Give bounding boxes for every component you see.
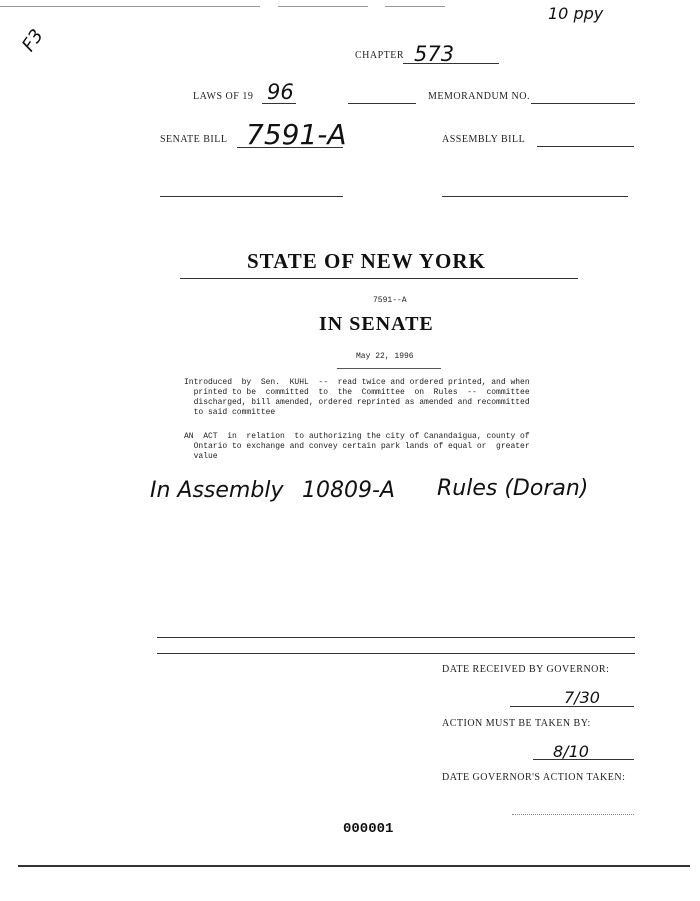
- introduction-date: May 22, 1996: [356, 352, 414, 361]
- act-title-line: value: [184, 452, 218, 461]
- senate-bill-rule: [237, 147, 343, 148]
- margin-mark: F3: [18, 25, 48, 56]
- introduction-line: Introduced by Sen. KUHL -- read twice and ordered printed, and when: [184, 378, 530, 387]
- chapter-value: 573: [414, 42, 455, 66]
- act-title-line: Ontario to exchange and convey certain park lands of equal or greater: [184, 442, 530, 451]
- top-page-note: 10 ppy: [548, 4, 604, 23]
- date-received-value: 7/30: [564, 688, 600, 707]
- introduction-line: discharged, bill amended, ordered reprinted as amended and recommitted: [184, 398, 530, 407]
- memorandum-rule: [531, 103, 635, 104]
- assembly-bill-label: ASSEMBLY BILL: [442, 134, 526, 145]
- action-taken-label: DATE GOVERNOR'S ACTION TAKEN:: [442, 772, 626, 783]
- chamber-heading: IN SENATE: [319, 313, 434, 335]
- introduction-line: to said committee: [184, 408, 276, 417]
- blank-rule-right: [442, 196, 628, 197]
- action-deadline-rule: [533, 759, 634, 760]
- assembly-note-prefix: In Assembly: [150, 478, 284, 503]
- introduction-line: printed to be committed to the Committee on Rules -- committee: [184, 388, 530, 397]
- state-heading: STATE OF NEW YORK: [247, 249, 486, 273]
- state-heading-rule: [180, 278, 578, 279]
- scan-edge-bottom-rule: [18, 865, 690, 867]
- senate-bill-number: 7591-A: [246, 118, 347, 151]
- senate-bill-label: SENATE BILL: [160, 134, 228, 145]
- assembly-bill-rule: [537, 146, 634, 147]
- page-number: 000001: [343, 821, 394, 837]
- date-received-label: DATE RECEIVED BY GOVERNOR:: [442, 664, 610, 675]
- act-title-paragraph: [184, 432, 530, 462]
- action-deadline-value: 8/10: [553, 742, 589, 761]
- lower-rule-1: [157, 637, 635, 638]
- memorandum-left-rule: [348, 103, 416, 104]
- chapter-rule: [403, 63, 499, 64]
- scan-edge-top-rule-2: [278, 6, 368, 7]
- date-received-rule: [510, 706, 634, 707]
- action-taken-rule: [512, 814, 634, 815]
- scan-edge-top-rule-3: [385, 6, 445, 7]
- blank-rule-left: [160, 196, 343, 197]
- introduction-paragraph: [184, 378, 530, 418]
- lower-rule-2: [157, 653, 635, 654]
- action-deadline-label: ACTION MUST BE TAKEN BY:: [442, 718, 591, 729]
- memorandum-label: MEMORANDUM NO.: [428, 91, 531, 102]
- laws-year: 96: [267, 80, 294, 104]
- scan-edge-top-rule: [0, 6, 260, 7]
- chapter-label: CHAPTER: [355, 50, 405, 61]
- assembly-note-number: 10809-A: [302, 478, 395, 503]
- laws-label: LAWS OF 19: [193, 91, 254, 102]
- act-title-line: AN ACT in relation to authorizing the city of Canandaigua, county of: [184, 432, 530, 441]
- date-rule: [337, 368, 441, 369]
- assembly-note-committee: Rules (Doran): [437, 476, 589, 501]
- laws-rule: [262, 103, 296, 104]
- bill-number-line: 7591--A: [373, 296, 407, 305]
